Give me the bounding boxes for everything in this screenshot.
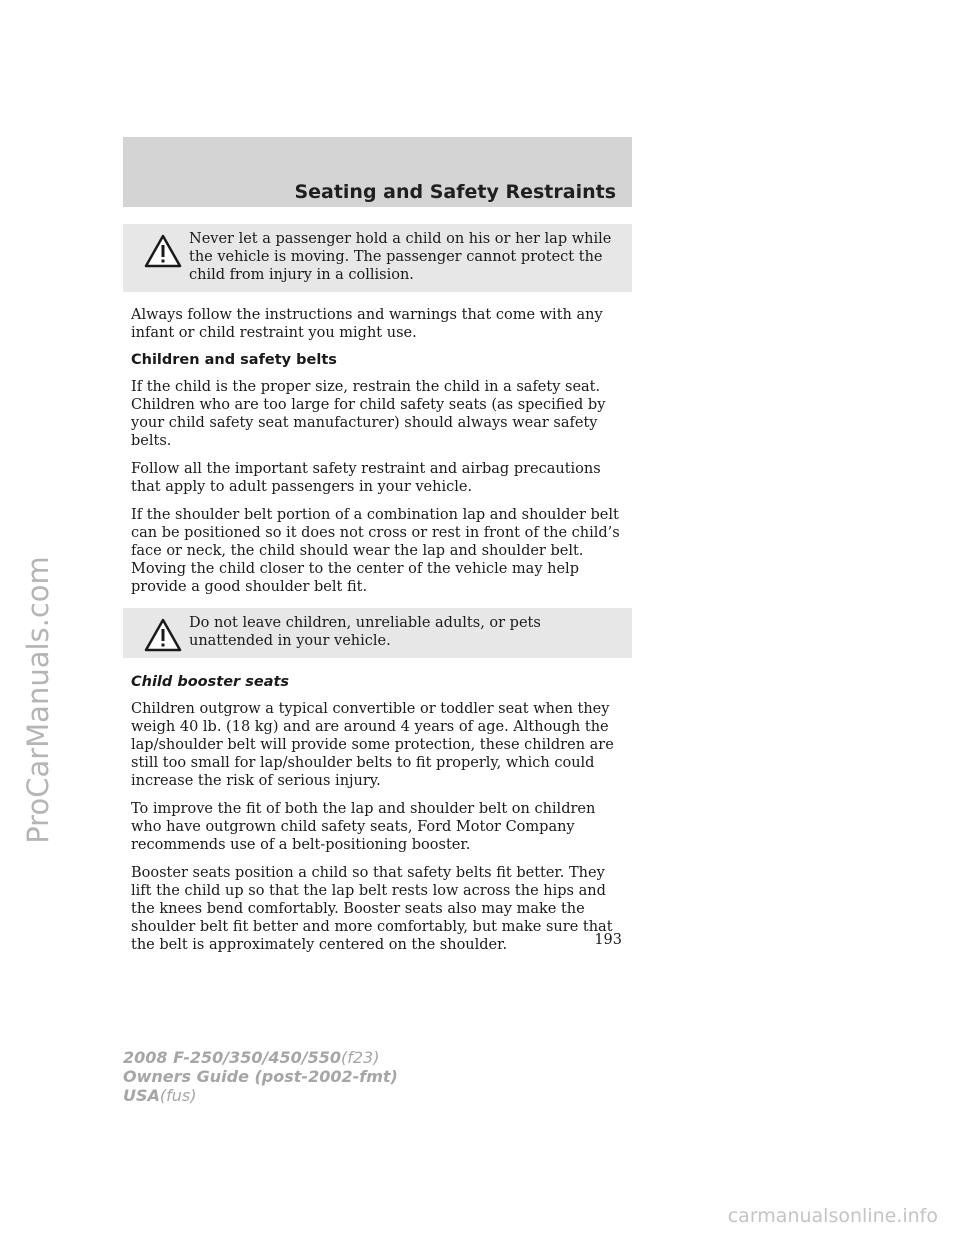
warning-triangle-icon (143, 232, 183, 272)
paragraph: To improve the fit of both the lap and shoulder belt on children who have outgrown child safety seats, Ford Motor Company recommends use of a belt-positioning booster. (131, 801, 596, 853)
side-watermark-text: ProCarManuals.com (21, 556, 55, 844)
section-title: Seating and Safety Restraints (294, 181, 616, 203)
footer-model: 2008 F-250/350/450/550 (123, 1048, 341, 1067)
footer-region-code: (fus) (159, 1086, 197, 1105)
paragraph: If the child is the proper size, restrain the child in a safety seat. Children who are too large for child safety seats (as specified by your child safety seat manufacturer) should always wear safety belts. (131, 379, 606, 449)
footer-region: USA (123, 1086, 160, 1105)
paragraph: If the shoulder belt portion of a combination lap and shoulder belt can be positioned so it does not cross or rest in front of the child’s face or neck, the child should wear the lap and shoulder belt. Moving the child closer to the center of the vehicle may help provide a good shoulder belt fit. (131, 507, 620, 595)
warning-box-lap (123, 224, 632, 292)
warning-triangle-icon (143, 616, 183, 656)
page-content (123, 224, 632, 964)
page-number: 193 (594, 932, 622, 948)
side-watermark (8, 400, 68, 1000)
heading-child-booster-seats: Child booster seats (131, 674, 290, 690)
warning-text: Do not leave children, unreliable adults, or pets unattended in your vehicle. (189, 615, 541, 649)
bottom-watermark: carmanualsonline.info (727, 1205, 938, 1227)
section-header (123, 137, 632, 207)
intro-paragraph: Always follow the instructions and warnings that come with any infant or child restraint you might use. (131, 307, 603, 341)
paragraph: Children outgrow a typical convertible or toddler seat when they weigh 40 lb. (18 kg) and are around 4 years of age. Although the lap/shoulder belt will provide some protection, these children are still too small for lap/shoulder belts to fit properly, which could increase the risk of serious injury. (131, 701, 614, 789)
footer-model-code: (f23) (341, 1048, 380, 1067)
warning-box-unattended (123, 608, 632, 658)
paragraph: Follow all the important safety restraint and airbag precautions that apply to adult passengers in your vehicle. (131, 461, 601, 495)
footer-guide: Owners Guide (post-2002-fmt) (123, 1067, 398, 1086)
heading-children-safety-belts: Children and safety belts (131, 352, 337, 368)
paragraph: Booster seats position a child so that safety belts fit better. They lift the child up so that the lap belt rests low across the hips and the knees bend comfortably. Booster seats also may make the shoulder belt fit better and more comfortably, but make sure that the belt is approximately centered on the shoulder. (131, 865, 613, 953)
document-footer (123, 1048, 398, 1105)
warning-text: Never let a passenger hold a child on his or her lap while the vehicle is moving. The passenger cannot protect the child from injury in a collision. (189, 231, 612, 283)
